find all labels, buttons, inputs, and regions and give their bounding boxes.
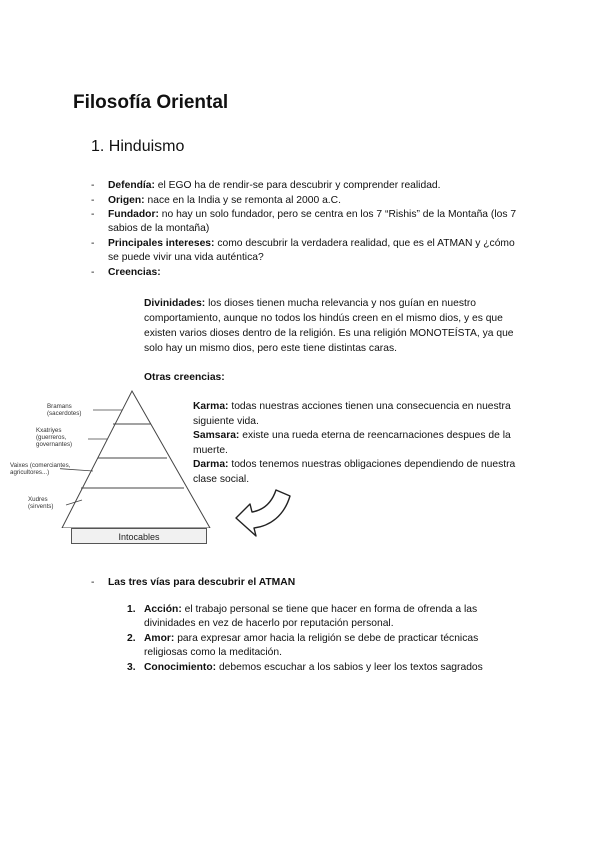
- via-number: 3.: [127, 662, 136, 673]
- section-heading: 1. Hinduismo: [91, 138, 185, 155]
- via-number: 2.: [127, 633, 136, 644]
- page-title: Filosofía Oriental: [73, 92, 229, 113]
- list-item: - Defendía: el EGO ha de rendir-se para descubrir y comprender realidad.: [91, 180, 441, 191]
- list-item: - Fundador: no hay un solo fundador, pero se centra en los 7 “Rishis” de la Montaña (los 7 sabios de la montaña): [91, 209, 517, 235]
- via-label: Amor:: [144, 633, 175, 644]
- creencia-text: existe una rueda eterna de reencarnaciones despues de la muerte.: [193, 430, 511, 456]
- creencia-text: todas nuestras acciones tienen una consecuencia en nuestra siguiente vida.: [193, 401, 511, 427]
- via-item: [127, 661, 518, 675]
- creencia-item: [193, 400, 533, 429]
- bullet-label: Principales intereses:: [108, 238, 215, 249]
- vias-title: Las tres vías para descubrir el ATMAN: [108, 577, 296, 588]
- otras-creencias-heading: Otras creencias:: [144, 372, 225, 383]
- via-number: 1.: [127, 604, 136, 615]
- creencia-item: [193, 458, 533, 487]
- creencia-item: [193, 429, 533, 458]
- pyramid-label: Kxatriyes (guerreros, governantes): [36, 427, 73, 448]
- via-item: [127, 603, 518, 632]
- bullet-label: Creencias:: [108, 267, 161, 278]
- list-item: - Principales intereses: como descubrir la verdadera realidad, que es el ATMAN y ¿cómo se puede vivir una vida auténtica?: [91, 238, 515, 264]
- divinidades-paragraph: [144, 296, 532, 356]
- divinidades-label: Divinidades:: [144, 298, 206, 309]
- bullet-text: como descubrir la verdadera realidad, que es el ATMAN y ¿cómo se puede vivir una vida auténtica?: [108, 238, 515, 264]
- pyramid-label: Xudres (sirvents): [28, 496, 54, 510]
- bullet-label: Defendía:: [108, 180, 155, 191]
- curved-arrow-icon: [234, 488, 292, 538]
- via-text: el trabajo personal se tiene que hacer en forma de ofrenda a las divinidades en vez de hacerlo por reputación personal.: [144, 604, 478, 630]
- via-label: Acción:: [144, 604, 182, 615]
- list-item: - Origen: nace en la India y se remonta al 2000 a.C.: [91, 195, 341, 206]
- creencia-label: Karma:: [193, 401, 229, 412]
- list-item: - Creencias:: [91, 267, 161, 278]
- pyramid-label: Vaixes (comerciantes, agricultores...): [10, 462, 71, 476]
- bullet-label: Origen:: [108, 195, 145, 206]
- creencias-block: [193, 400, 533, 487]
- via-label: Conocimiento:: [144, 662, 217, 673]
- via-text: debemos escuchar a los sabios y leer los textos sagrados: [216, 662, 483, 673]
- creencia-text: todos tenemos nuestras obligaciones dependiendo de nuestra clase social.: [193, 459, 516, 485]
- bullet-text: nace en la India y se remonta al 2000 a.C.: [144, 195, 341, 206]
- bullet-text: no hay un solo fundador, pero se centra en los 7 “Rishis” de la Montaña (los 7 sabios de la montaña): [108, 209, 517, 235]
- bullet-label: Fundador:: [108, 209, 159, 220]
- creencia-label: Darma:: [193, 459, 229, 470]
- pyramid-base-label: Intocables: [71, 528, 207, 544]
- via-item: [127, 632, 518, 661]
- creencia-label: Samsara:: [193, 430, 240, 441]
- divinidades-text: los dioses tienen mucha relevancia y nos guían en nuestro comportamiento, aunque no todos los hindús creen en el mismo dios, y es que existen varios dioses dentro de la religión. Es una religión MONOTEÍSTA, ya que solo hay un mismo dios, pero este tiene distintas caras.: [144, 298, 514, 354]
- pyramid-label: Bramans (sacerdotes): [47, 403, 82, 417]
- list-item: - Las tres vías para descubrir el ATMAN: [91, 577, 296, 588]
- via-text: para expresar amor hacia la religión se debe de practicar técnicas religiosas como la meditación.: [144, 633, 479, 659]
- bullet-text: el EGO ha de rendir-se para descubrir y comprender realidad.: [154, 180, 441, 191]
